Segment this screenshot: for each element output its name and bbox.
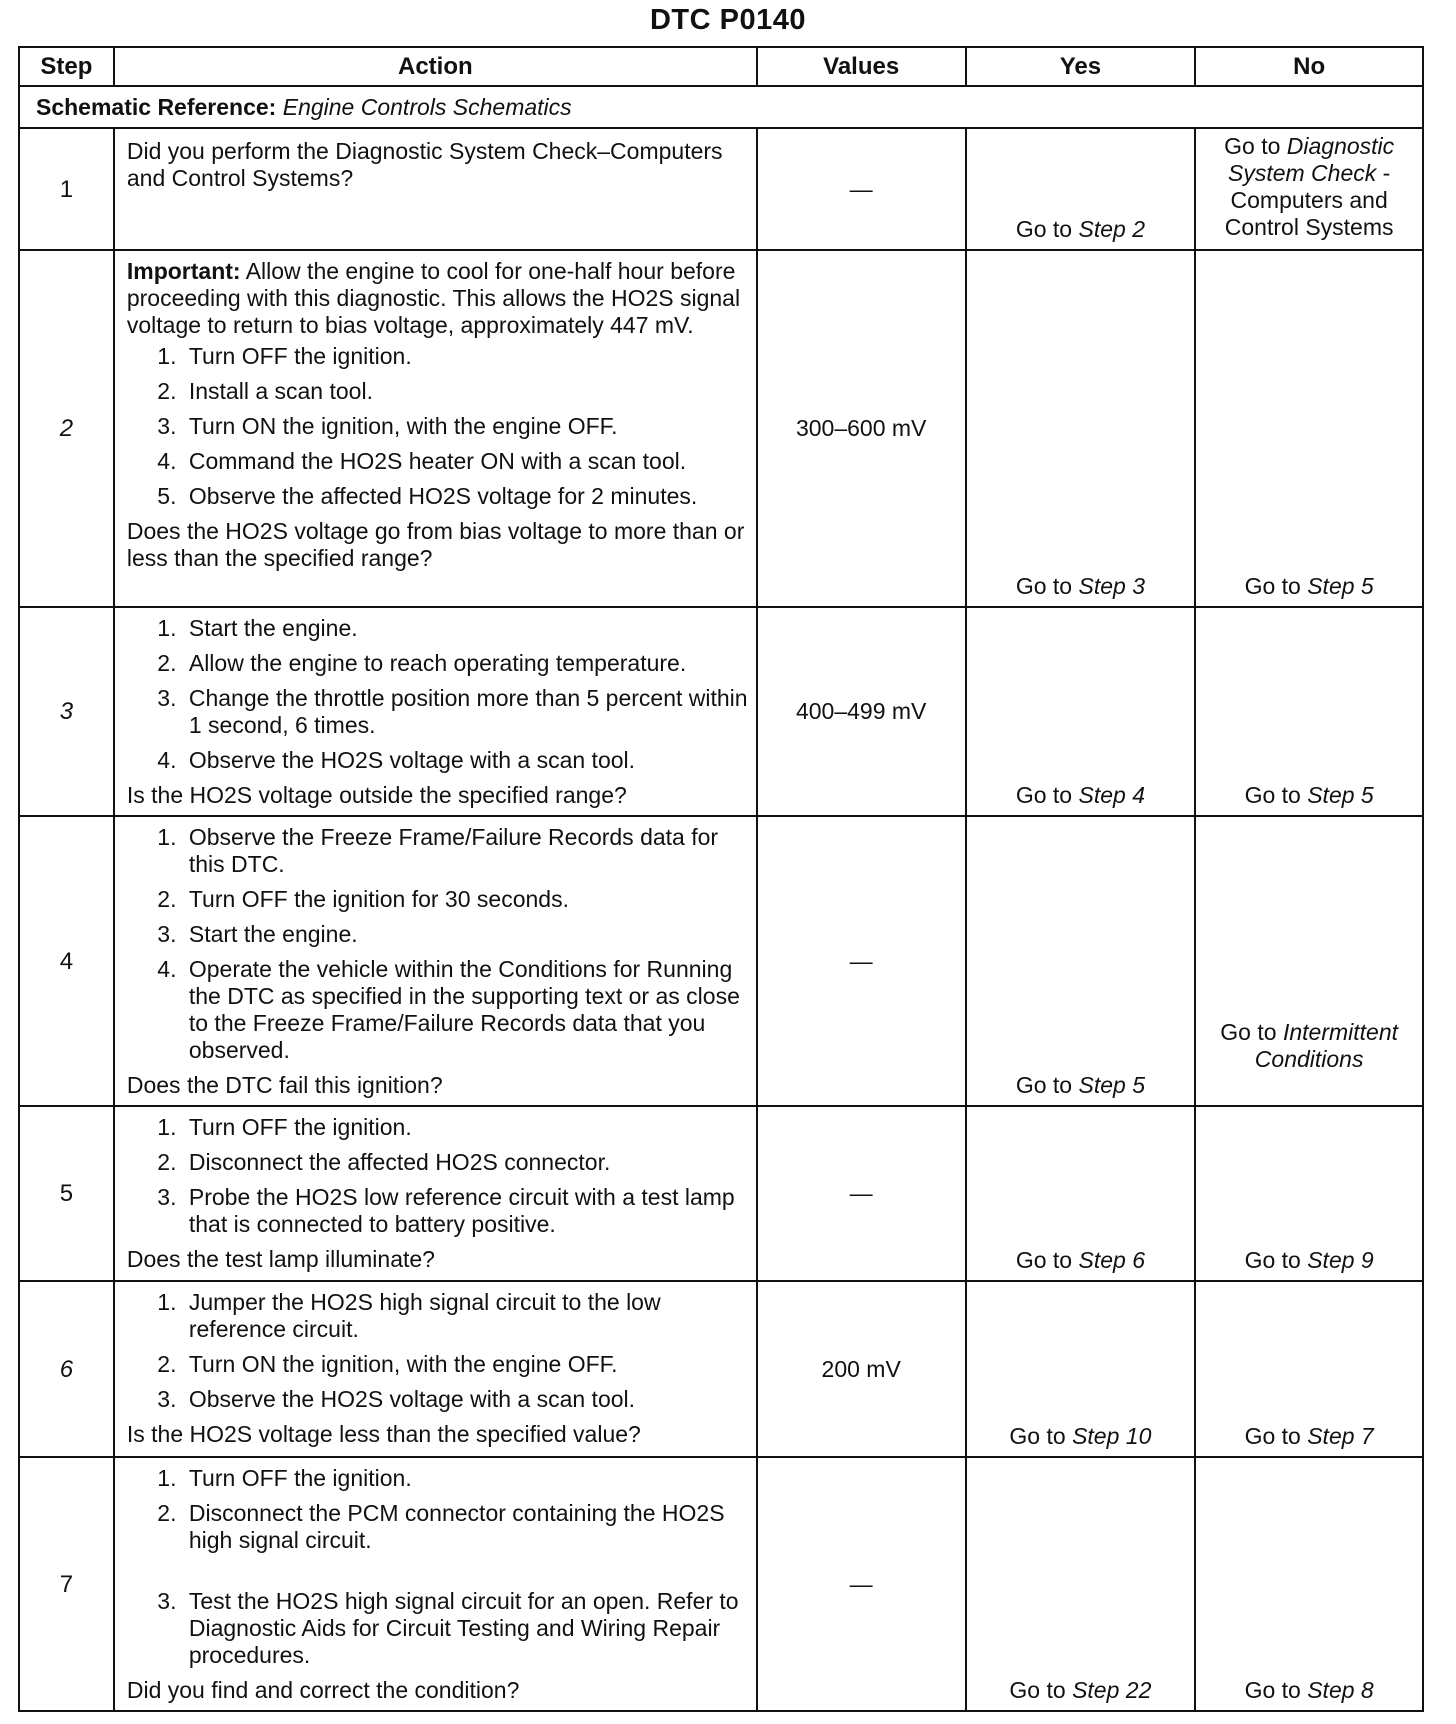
value-cell: 200 mV <box>757 1281 966 1457</box>
no-cell: Go to Step 9 <box>1195 1106 1423 1281</box>
procedure-list <box>127 343 748 510</box>
no-step-link[interactable]: Intermittent Conditions <box>1254 1019 1398 1072</box>
schematic-row <box>19 86 1423 128</box>
header-action: Action <box>114 47 757 86</box>
list-item: 3. Change the throttle position more than 5 percent within 1 second, 6 times. <box>183 685 748 739</box>
no-step-link[interactable]: Step 5 <box>1307 782 1374 808</box>
list-item: 3. Turn ON the ignition, with the engine OFF. <box>183 413 748 440</box>
list-item: 1. Turn OFF the ignition. <box>183 343 748 370</box>
procedure-list <box>127 615 748 774</box>
yes-step-link[interactable]: Step 4 <box>1078 782 1145 808</box>
step-question: Did you perform the Diagnostic System Check–Computers and Control Systems? <box>126 138 723 191</box>
step-number: 6 <box>19 1281 114 1457</box>
list-item: 1. Observe the Freeze Frame/Failure Records data for this DTC. <box>183 824 748 878</box>
list-item: 1. Jumper the HO2S high signal circuit to the low reference circuit. <box>183 1289 748 1343</box>
list-item: 1. Start the engine. <box>183 615 748 642</box>
table-row <box>19 816 1423 1106</box>
list-item: 3. Probe the HO2S low reference circuit with a test lamp that is connected to battery positive. <box>183 1184 748 1238</box>
yes-cell: Go to Step 6 <box>966 1106 1196 1281</box>
step-question: Does the test lamp illuminate? <box>126 1246 435 1272</box>
value-cell: 400–499 mV <box>757 607 966 816</box>
list-item: 2. Install a scan tool. <box>183 378 748 405</box>
list-item: 2. Disconnect the affected HO2S connector. <box>183 1149 748 1176</box>
yes-cell: Go to Step 10 <box>966 1281 1196 1457</box>
schematic-label: Schematic Reference: <box>36 93 277 120</box>
step-question: Is the HO2S voltage less than the specified value? <box>126 1421 641 1447</box>
step-question: Does the HO2S voltage go from bias voltage to more than or less than the specified range? <box>126 518 745 571</box>
action-cell <box>114 1281 757 1457</box>
yes-cell: Go to Step 22 <box>966 1457 1196 1711</box>
step-question: Did you find and correct the condition? <box>126 1677 520 1703</box>
diagnostic-table <box>18 46 1424 1712</box>
step-number: 2 <box>19 250 114 607</box>
list-item: 3. Test the HO2S high signal circuit for an open. Refer to Diagnostic Aids for Circuit Testing and Wiring Repair procedures. <box>183 1588 748 1669</box>
action-cell <box>114 816 757 1106</box>
list-item: 2. Turn OFF the ignition for 30 seconds. <box>183 886 748 913</box>
procedure-list <box>127 1289 748 1413</box>
no-step-link[interactable]: Diagnostic System Check <box>1227 133 1395 186</box>
action-cell <box>114 1106 757 1281</box>
step-number: 3 <box>19 607 114 816</box>
no-step-link[interactable]: Step 7 <box>1307 1423 1374 1449</box>
schematic-link[interactable]: Engine Controls Schematics <box>282 93 572 120</box>
no-step-link[interactable]: Step 5 <box>1307 573 1374 599</box>
table-row <box>19 1281 1423 1457</box>
no-cell: Go to Step 5 <box>1195 607 1423 816</box>
step-number: 1 <box>19 128 114 250</box>
yes-step-link[interactable]: Step 3 <box>1078 573 1145 599</box>
yes-cell: Go to Step 4 <box>966 607 1196 816</box>
yes-step-link[interactable]: Step 2 <box>1078 216 1145 242</box>
no-cell: Go to Step 5 <box>1195 250 1423 607</box>
important-note: Important: Allow the engine to cool for one-half hour before proceeding with this diagnostic. This allows the HO2S signal voltage to return to bias voltage, approximately 447 mV. <box>126 258 741 338</box>
no-step-link[interactable]: Step 9 <box>1307 1247 1374 1273</box>
schematic-reference <box>19 86 1423 128</box>
yes-cell: Go to Step 2 <box>966 128 1196 250</box>
list-item: 4. Observe the HO2S voltage with a scan tool. <box>183 747 748 774</box>
list-item: 1. Turn OFF the ignition. <box>183 1465 748 1492</box>
table-row <box>19 607 1423 816</box>
value-cell: — <box>757 128 966 250</box>
procedure-list <box>127 1465 748 1669</box>
yes-step-link[interactable]: Step 10 <box>1072 1423 1152 1449</box>
value-cell: — <box>757 816 966 1106</box>
no-cell: Go to Step 7 <box>1195 1281 1423 1457</box>
no-step-link[interactable]: Step 8 <box>1307 1677 1374 1703</box>
list-item: 2. Turn ON the ignition, with the engine OFF. <box>183 1351 748 1378</box>
page-title: DTC P0140 <box>649 4 806 36</box>
procedure-list <box>127 824 748 1064</box>
header-no: No <box>1195 47 1423 86</box>
list-item: 1. Turn OFF the ignition. <box>183 1114 748 1141</box>
list-item: 3. Observe the HO2S voltage with a scan tool. <box>183 1386 748 1413</box>
list-item: 4. Command the HO2S heater ON with a scan tool. <box>183 448 748 475</box>
step-question: Does the DTC fail this ignition? <box>126 1072 443 1098</box>
step-number: 4 <box>19 816 114 1106</box>
list-item: 4. Operate the vehicle within the Conditions for Running the DTC as specified in the supporting text or as close to the Freeze Frame/Failure Records data that you observed. <box>183 956 748 1064</box>
list-item: 3. Start the engine. <box>183 921 748 948</box>
header-step: Step <box>19 47 114 86</box>
yes-step-link[interactable]: Step 22 <box>1072 1677 1152 1703</box>
no-cell: Go to Intermittent Conditions <box>1195 816 1423 1106</box>
table-row <box>19 1106 1423 1281</box>
header-yes: Yes <box>966 47 1196 86</box>
no-cell: Go to Diagnostic System Check - Computers and Control Systems <box>1195 128 1423 250</box>
action-cell <box>114 250 757 607</box>
action-cell <box>114 128 757 250</box>
list-item: 2. Disconnect the PCM connector containing the HO2S high signal circuit. <box>183 1500 748 1554</box>
table-row <box>19 1457 1423 1711</box>
header-row <box>19 47 1423 86</box>
yes-cell: Go to Step 3 <box>966 250 1196 607</box>
value-cell: 300–600 mV <box>757 250 966 607</box>
list-item: 5. Observe the affected HO2S voltage for 2 minutes. <box>183 483 748 510</box>
step-question: Is the HO2S voltage outside the specified range? <box>126 782 627 808</box>
list-item: 2. Allow the engine to reach operating temperature. <box>183 650 748 677</box>
header-values: Values <box>757 47 966 86</box>
yes-step-link[interactable]: Step 5 <box>1078 1072 1145 1098</box>
action-cell <box>114 607 757 816</box>
table-row <box>19 128 1423 250</box>
procedure-list <box>127 1114 748 1238</box>
yes-step-link[interactable]: Step 6 <box>1078 1247 1145 1273</box>
yes-cell: Go to Step 5 <box>966 816 1196 1106</box>
step-number: 5 <box>19 1106 114 1281</box>
table-row <box>19 250 1423 607</box>
value-cell: — <box>757 1106 966 1281</box>
no-cell: Go to Step 8 <box>1195 1457 1423 1711</box>
value-cell: — <box>757 1457 966 1711</box>
step-number: 7 <box>19 1457 114 1711</box>
action-cell <box>114 1457 757 1711</box>
